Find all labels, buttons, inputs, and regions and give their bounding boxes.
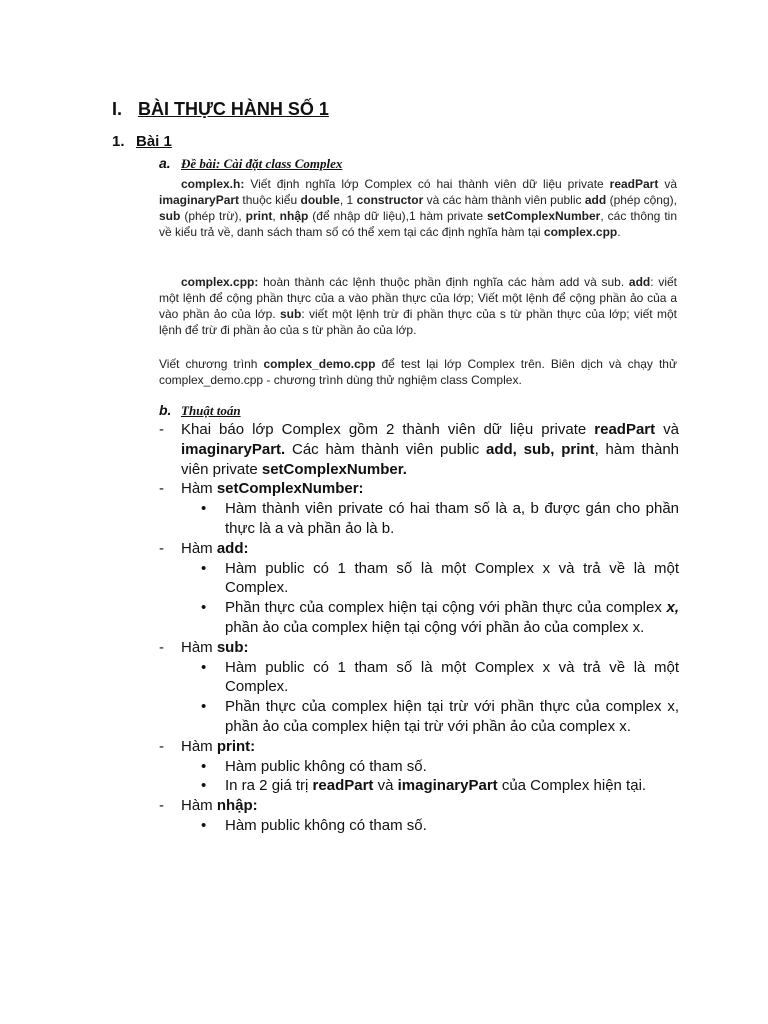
bullet-item xyxy=(159,658,679,698)
text-run: : viết một lệnh trừ đi phần thực của s từ phần thực của lớp; viết một lệnh để trừ đi phần ảo của s từ phần ảo của lớp. xyxy=(159,307,677,337)
bullet-marker: • xyxy=(201,559,207,577)
bullet-marker: • xyxy=(201,757,207,775)
bullet-item xyxy=(159,697,679,737)
text-run: constructor xyxy=(356,193,424,207)
bullet-marker: • xyxy=(201,698,207,716)
dash-marker: - xyxy=(159,539,164,557)
section-a-label: a. xyxy=(159,155,171,171)
text-run: Phần thực của complex hiện tại cộng với phần thực của complex xyxy=(225,599,667,617)
section-b-label: b. xyxy=(159,402,172,418)
text-run: imaginaryPart xyxy=(159,193,240,207)
text-run: và các hàm thành viên public xyxy=(423,193,585,207)
bullet-text: Hàm public không có tham số. xyxy=(225,757,427,775)
bullet-item xyxy=(159,816,679,836)
bullet-text: Hàm thành viên private có hai tham số là a, b được gán cho phần thực là a và phần ảo là b. xyxy=(225,500,679,537)
paragraph-complex-cpp xyxy=(159,274,677,338)
text-run: để test lại lớp Complex trên. Biên dịch và chạy thử complex_demo.cpp - chương trình dùng thử nghiệm class Complex. xyxy=(159,357,677,387)
text-run: và xyxy=(658,177,677,191)
paragraph-demo xyxy=(159,356,677,388)
list-item xyxy=(159,479,679,499)
bullet-item xyxy=(159,776,679,796)
text-run: readPart xyxy=(594,421,656,438)
bullet-marker: • xyxy=(201,500,207,518)
text-run: add xyxy=(628,275,651,289)
list-item xyxy=(159,796,679,816)
bullet-item xyxy=(159,499,679,539)
text-run: setComplexNumber. xyxy=(261,460,407,478)
text-run: imaginaryPart. xyxy=(181,440,286,458)
bullet-text: Phần thực của complex hiện tại trừ với phần thực của complex x, phần ảo của complex hiện tại trừ với phần ảo của complex x. xyxy=(225,698,679,735)
text-run: , 1 xyxy=(339,193,357,207)
algorithm-list xyxy=(159,420,679,836)
text-run: imaginaryPart xyxy=(397,777,498,795)
text-run: double xyxy=(300,193,340,207)
text-run: nhập: xyxy=(216,797,258,815)
bullet-text: Hàm public không có tham số. xyxy=(225,816,427,834)
text-run: add: xyxy=(216,539,249,557)
text-run: , xyxy=(272,209,280,223)
heading-1-number: I. xyxy=(112,99,123,119)
bullet-item xyxy=(159,757,679,777)
text-run: Hàm xyxy=(181,737,217,755)
text-run: (để nhập dữ liệu), xyxy=(308,209,409,223)
text-run: print xyxy=(245,209,273,223)
text-run: complex.cpp: xyxy=(181,275,259,289)
text-run: In ra 2 giá trị xyxy=(225,777,313,795)
dash-marker: - xyxy=(159,797,164,815)
text-run: readPart xyxy=(312,777,374,795)
bullet-item xyxy=(159,559,679,599)
text-run: hoàn thành các lệnh thuộc phần định nghĩa các hàm add và sub. xyxy=(258,275,629,289)
text-run: , các thông tin về kiểu trả về, danh sách tham số có thể xem tại các định nghĩa hàm tại xyxy=(159,209,678,239)
text-run: sub xyxy=(280,307,302,321)
text-run: thuộc kiểu xyxy=(239,193,301,207)
text-run: Hàm xyxy=(181,539,217,557)
text-run: Hàm xyxy=(181,797,217,815)
section-b-heading xyxy=(159,402,241,419)
list-item xyxy=(159,420,679,479)
section-a-heading xyxy=(159,155,342,172)
dash-marker: - xyxy=(159,480,164,498)
text-run: : viết một lệnh để cộng phần thực của a vào phần thực của lớp; Viết một lệnh để cộng phần ảo của a vào phần ảo của lớp. xyxy=(159,275,677,321)
bullet-marker: • xyxy=(201,658,207,676)
text-run: complex.h: xyxy=(181,177,245,191)
bullet-marker: • xyxy=(201,599,207,617)
text-run: phần ảo của complex hiện tại cộng với phần ảo của complex x. xyxy=(225,618,645,636)
text-run: (phép cộng), xyxy=(606,193,677,207)
text-run: readPart xyxy=(609,177,659,191)
text-run: nhập xyxy=(279,209,309,223)
paragraph-complex-h xyxy=(159,176,677,240)
text-run: add, sub, print xyxy=(486,440,595,458)
text-run: Khai báo lớp Complex gồm 2 thành viên dữ liệu private xyxy=(181,421,595,438)
text-run: sub: xyxy=(216,638,249,656)
bullet-text: Hàm public có 1 tham số là một Complex x và trả về là một Complex. xyxy=(225,658,679,696)
text-run: print: xyxy=(216,737,256,755)
dash-marker: - xyxy=(159,638,164,656)
dash-marker: - xyxy=(159,421,164,438)
bullet-marker: • xyxy=(201,816,207,834)
text-run: complex.cpp xyxy=(543,225,618,239)
bullet-marker: • xyxy=(201,777,207,795)
list-item xyxy=(159,737,679,757)
list-item xyxy=(159,539,679,559)
text-run: 1 hàm private xyxy=(409,209,487,223)
text-run: và xyxy=(655,421,679,438)
heading-2-text: Bài 1 xyxy=(136,133,172,150)
bullet-text: Hàm public có 1 tham số là một Complex x và trả về là một Complex. xyxy=(225,559,679,597)
text-run: Viết định nghĩa lớp Complex có hai thành viên dữ liệu private xyxy=(244,177,610,191)
text-run: Viết chương trình xyxy=(159,357,264,371)
text-run: Hàm xyxy=(181,480,217,498)
heading-1 xyxy=(112,99,329,120)
text-run: Các hàm thành viên public xyxy=(285,440,486,458)
text-run: Hàm xyxy=(181,638,217,656)
dash-marker: - xyxy=(159,737,164,755)
text-run: sub xyxy=(159,209,181,223)
text-run: . xyxy=(617,225,621,239)
text-run: setComplexNumber xyxy=(486,209,601,223)
heading-2 xyxy=(112,133,172,150)
section-a-title: Đề bài: Cài đặt class Complex xyxy=(181,156,343,171)
text-run: của Complex hiện tại. xyxy=(497,777,647,795)
section-b-title: Thuật toán xyxy=(181,403,241,418)
heading-2-number: 1. xyxy=(112,133,125,150)
text-run: add xyxy=(584,193,607,207)
list-item xyxy=(159,638,679,658)
text-run: , hàm thành viên private xyxy=(181,440,680,478)
text-run: x, xyxy=(666,599,679,617)
heading-1-text: BÀI THỰC HÀNH SỐ 1 xyxy=(138,99,329,119)
text-run: complex_demo.cpp xyxy=(263,357,376,371)
text-run: (phép trừ), xyxy=(180,209,246,223)
bullet-item xyxy=(159,598,679,638)
text-run: setComplexNumber: xyxy=(216,480,364,498)
text-run: và xyxy=(373,777,398,795)
